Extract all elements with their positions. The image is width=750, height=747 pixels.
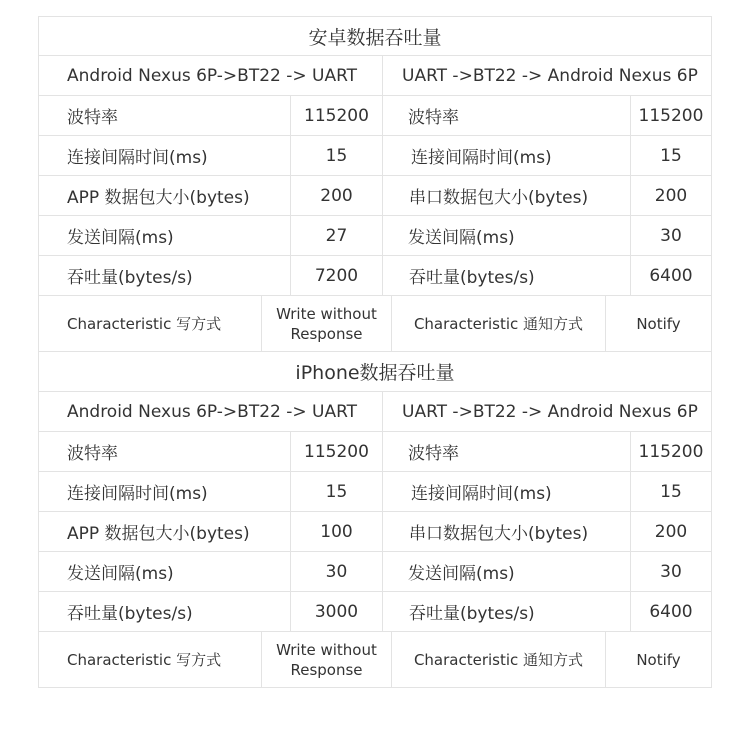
row-left-label: 波特率 <box>67 108 118 128</box>
row-left-value: 27 <box>290 216 382 255</box>
row-left-value: 15 <box>290 136 382 175</box>
row-right-value: 115200 <box>630 432 711 471</box>
header-left: Android Nexus 6P->BT22 -> UART <box>67 401 358 422</box>
row-left-label: 波特率 <box>67 444 118 464</box>
row-right-label: 吞吐量(bytes/s) <box>382 592 630 631</box>
row-left-value: 3000 <box>290 592 382 631</box>
table-row <box>38 472 712 512</box>
row-right-label: 波特率 <box>382 96 630 135</box>
row-right-value: 200 <box>630 512 711 551</box>
row-right-value: 15 <box>630 136 711 175</box>
row-left-label: 发送间隔(ms) <box>67 564 174 584</box>
table-title: iPhone数据吞吐量 <box>295 362 455 384</box>
row-right-label: 发送间隔(ms) <box>382 552 630 591</box>
row-right-label: 发送间隔(ms) <box>382 216 630 255</box>
row-right-value: 30 <box>630 216 711 255</box>
row-right-value: 200 <box>630 176 711 215</box>
row-right-value: 6400 <box>630 592 711 631</box>
row-right-label: 串口数据包大小(bytes) <box>382 512 630 551</box>
row-left-label: 连接间隔时间(ms) <box>67 148 208 168</box>
header-right: UART ->BT22 -> Android Nexus 6P <box>382 56 711 95</box>
row-left-value: 115200 <box>290 96 382 135</box>
row-left-label: 吞吐量(bytes/s) <box>67 604 193 624</box>
characteristic-notify-label: Characteristic 通知方式 <box>391 632 605 687</box>
row-right-label: 吞吐量(bytes/s) <box>382 256 630 295</box>
row-right-label: 连接间隔时间(ms) <box>382 472 630 511</box>
characteristic-notify-label: Characteristic 通知方式 <box>391 296 605 351</box>
table-title: 安卓数据吞吐量 <box>308 26 442 49</box>
row-left-label: 发送间隔(ms) <box>67 228 174 248</box>
row-right-value: 115200 <box>630 96 711 135</box>
row-right-label: 串口数据包大小(bytes) <box>382 176 630 215</box>
characteristic-row <box>38 632 712 688</box>
table-header-row <box>38 392 712 432</box>
row-left-value: 100 <box>290 512 382 551</box>
table-row <box>38 216 712 256</box>
table-title-row <box>38 16 712 56</box>
characteristic-write-value: Write without Response <box>261 296 391 351</box>
row-left-value: 7200 <box>290 256 382 295</box>
row-left-label: APP 数据包大小(bytes) <box>67 524 250 544</box>
table-row <box>38 552 712 592</box>
table-row <box>38 256 712 296</box>
characteristic-write-label: Characteristic 写方式 <box>67 315 222 333</box>
row-left-value: 200 <box>290 176 382 215</box>
table-row <box>38 592 712 632</box>
row-left-value: 115200 <box>290 432 382 471</box>
table-row <box>38 432 712 472</box>
row-left-value: 30 <box>290 552 382 591</box>
row-left-value: 15 <box>290 472 382 511</box>
row-right-value: 30 <box>630 552 711 591</box>
row-left-label: APP 数据包大小(bytes) <box>67 188 250 208</box>
header-left: Android Nexus 6P->BT22 -> UART <box>67 65 358 86</box>
row-right-value: 15 <box>630 472 711 511</box>
row-right-value: 6400 <box>630 256 711 295</box>
characteristic-notify-value: Notify <box>605 296 711 351</box>
characteristic-write-value: Write without Response <box>261 632 391 687</box>
header-right: UART ->BT22 -> Android Nexus 6P <box>382 392 711 431</box>
row-right-label: 波特率 <box>382 432 630 471</box>
table-header-row <box>38 56 712 96</box>
row-left-label: 吞吐量(bytes/s) <box>67 268 193 288</box>
table-row <box>38 512 712 552</box>
characteristic-write-label: Characteristic 写方式 <box>67 651 222 669</box>
characteristic-notify-value: Notify <box>605 632 711 687</box>
characteristic-row <box>38 296 712 352</box>
table-title-row <box>38 352 712 392</box>
table-row <box>38 136 712 176</box>
throughput-sheet <box>38 16 712 688</box>
row-left-label: 连接间隔时间(ms) <box>67 484 208 504</box>
row-right-label: 连接间隔时间(ms) <box>382 136 630 175</box>
table-row <box>38 176 712 216</box>
table-row <box>38 96 712 136</box>
